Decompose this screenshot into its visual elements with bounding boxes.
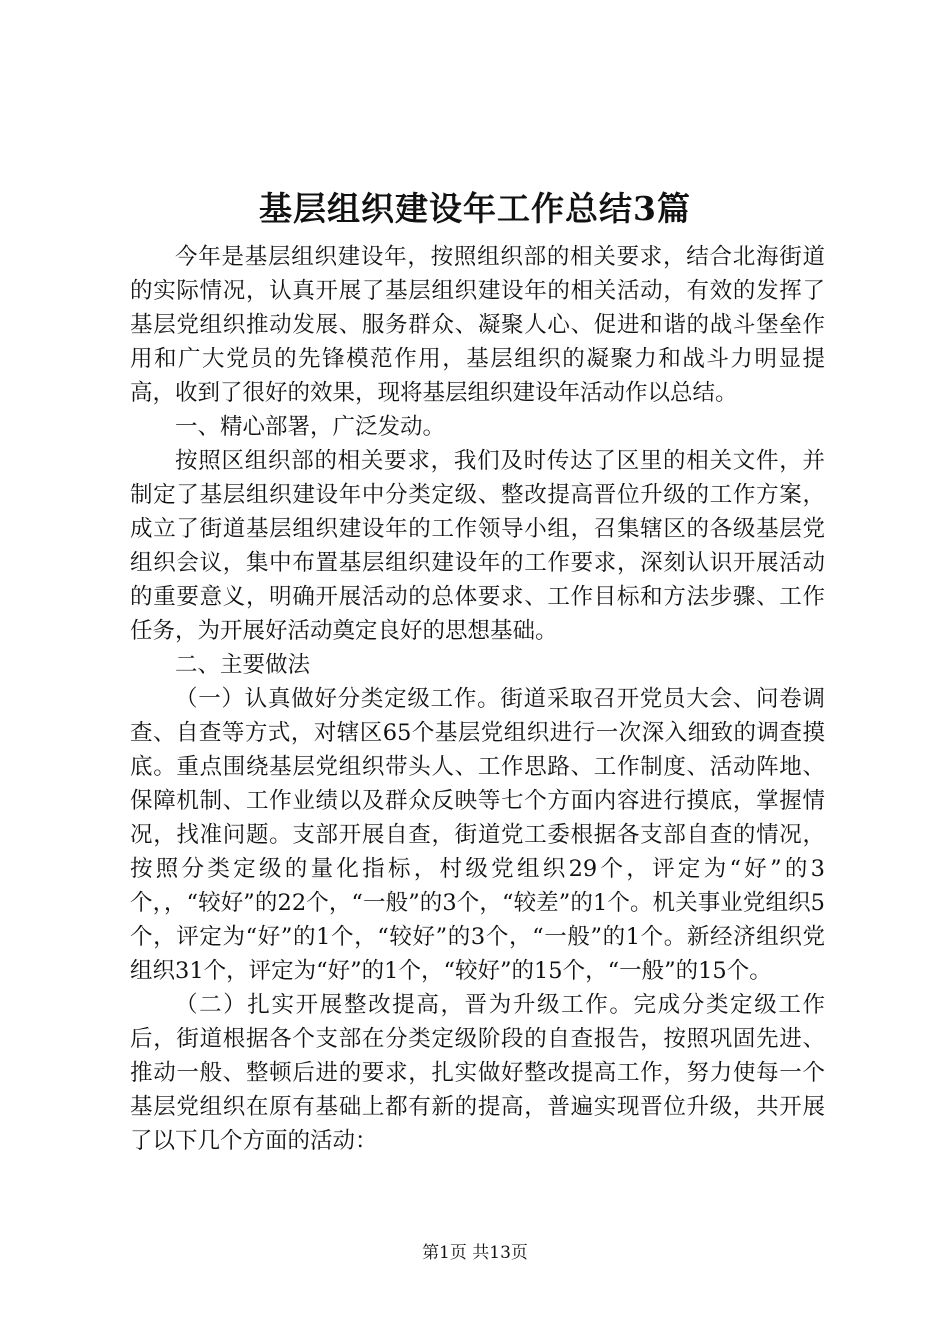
document-title: 基层组织建设年工作总结3篇 [259, 189, 691, 228]
section-heading-2: 二、主要做法 [175, 652, 311, 678]
paragraph-section-1: 按照区组织部的相关要求，我们及时传达了区里的相关文件，并制定了基层组织建设年中分类定级、整改提高晋位升级的工作方案，成立了街道基层组织建设年的工作领导小组，召集辖区的各级基层党组织会议，集中布置基层组织建设年的工作要求，深刻认识开展活动的重要意义，明确开展活动的总体要求、工作目标和方法步骤、工作任务，为开展好活动奠定良好的思想基础。 [130, 448, 825, 644]
paragraph-subsection-1: （一）认真做好分类定级工作。街道采取召开党员大会、问卷调查、自查等方式，对辖区65个基层党组织进行一次深入细致的调查摸底。重点围绕基层党组织带头人、工作思路、工作制度、活动阵地、保障机制、工作业绩以及群众反映等七个方面内容进行摸底，掌握情况，找准问题。支部开展自查，街道党工委根据各支部自查的情况，按照分类定级的量化指标，村级党组织29个，评定为“好”的3个，，“较好”的22个，“一般”的3个，“较差”的1个。机关事业党组织5个，评定为“好”的1个，“较好”的3个，“一般”的1个。新经济组织党组织31个，评定为“好”的1个，“较好”的15个，“一般”的15个。 [130, 686, 825, 984]
page-footer: 第1页 共13页 [422, 1243, 528, 1263]
paragraph-subsection-2: （二）扎实开展整改提高，晋为升级工作。完成分类定级工作后，街道根据各个支部在分类定级阶段的自查报告，按照巩固先进、推动一般、整顿后进的要求，扎实做好整改提高工作，努力使每一个基层党组织在原有基础上都有新的提高，普遍实现晋位升级，共开展了以下几个方面的活动： [130, 992, 825, 1154]
section-heading-1: 一、精心部署，广泛发动。 [175, 414, 446, 440]
paragraph-intro: 今年是基层组织建设年，按照组织部的相关要求，结合北海街道的实际情况，认真开展了基层组织建设年的相关活动，有效的发挥了基层党组织推动发展、服务群众、凝聚人心、促进和谐的战斗堡垒作用和广大党员的先锋模范作用，基层组织的凝聚力和战斗力明显提高，收到了很好的效果，现将基层组织建设年活动作以总结。 [130, 244, 825, 406]
document-body [130, 240, 825, 1158]
